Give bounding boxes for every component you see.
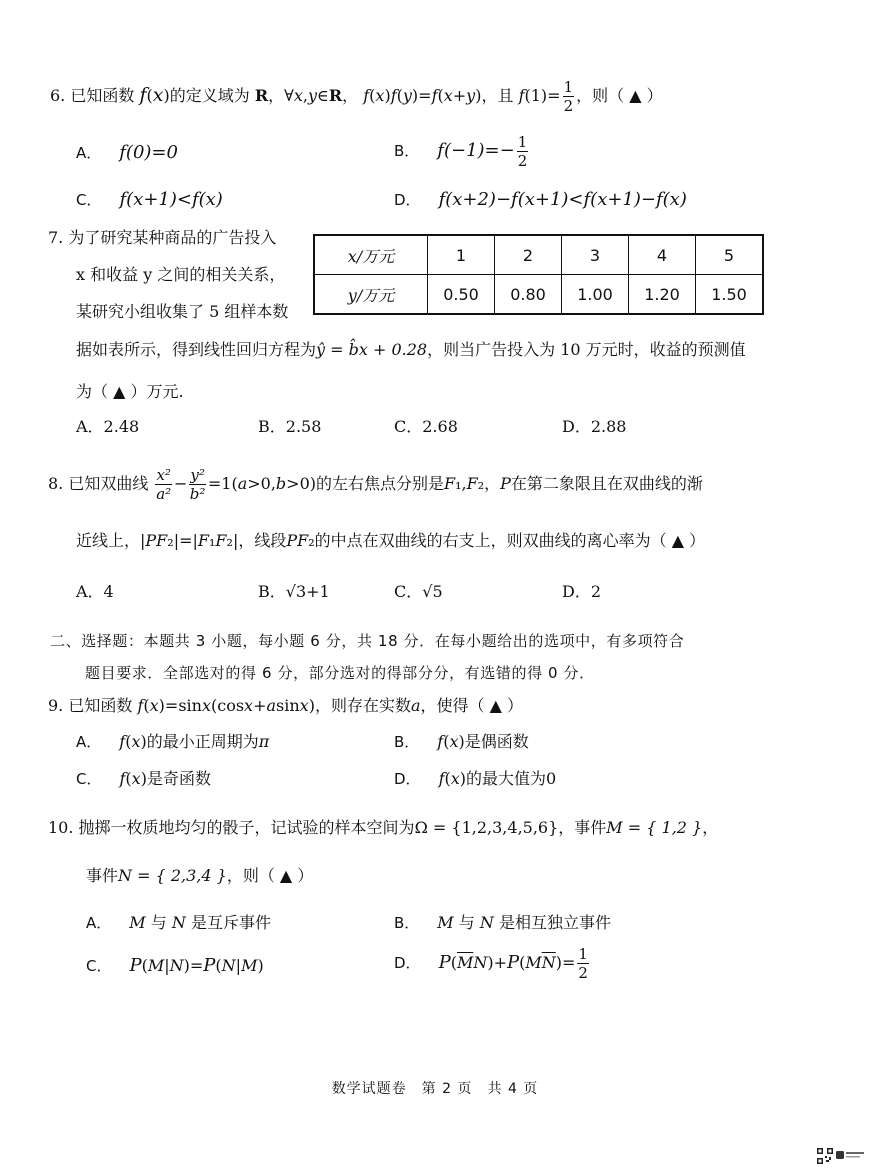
table-header-x: x/万元 xyxy=(314,235,428,275)
q7-text4a: 据如表所示，得到线性回归方程为 xyxy=(76,340,317,359)
table-cell: 1.00 xyxy=(562,275,629,315)
fraction-one-half: $\frac{1}{2}$ xyxy=(563,78,574,115)
q8-option-a: A．4 xyxy=(76,582,114,601)
q6-text2: 的定义域为 xyxy=(169,86,250,105)
q7-text: 为了研究某种商品的广告投入 xyxy=(68,228,277,247)
scanner-watermark-logo xyxy=(836,1149,866,1163)
option-text: 的最大值为0 xyxy=(466,769,557,788)
q8-option-c: C．√5 xyxy=(394,582,443,601)
q7-stem-line3: 某研究小组收集了 5 组样本数 xyxy=(76,302,289,321)
fraction-y2-b2: $\frac{\text{y²}}{\text{b²}}$ xyxy=(189,466,206,503)
table-cell: 1 xyxy=(428,235,495,275)
q8-text: 已知双曲线 xyxy=(68,474,149,493)
option-text: 与 xyxy=(150,913,167,932)
q9-text2: ，则存在实数 xyxy=(314,696,411,715)
q8-text2: 的左右焦点分别是 xyxy=(315,474,444,493)
q8-stem-line2: 近线上，|PF₂|=|F₁F₂|，线段PF₂的中点在双曲线的右支上，则双曲线的离心率为（ ▲ ） xyxy=(76,531,706,550)
section-two-heading: 二、选择题：本题共 3 小题，每小题 6 分，共 18 分．在每小题给出的选项中，有多项符合 xyxy=(50,632,685,650)
option-label: C． xyxy=(76,191,102,209)
q8-option-b: B．√3+1 xyxy=(258,582,330,601)
q10-stem-line1 xyxy=(48,818,718,838)
page-footer: 数学试题卷 第 2 页 共 4 页 xyxy=(331,1081,539,1097)
fraction-x2-a2: $\frac{\text{x²}}{\text{a²}}$ xyxy=(156,466,172,503)
q6-option-a xyxy=(76,142,178,164)
q9-text3: ，使得（ ▲ ） xyxy=(420,696,523,715)
table-row xyxy=(314,275,763,315)
q7-data-table xyxy=(313,234,764,315)
q7-stem-line5: 为（ ▲ ）万元. xyxy=(76,382,184,401)
q9-option-c: C． f(x)是奇函数 xyxy=(76,769,211,788)
qr-code-icon xyxy=(817,1148,833,1164)
q8-number: 8. xyxy=(48,474,64,493)
q7-option-d: D．2.88 xyxy=(562,417,627,436)
regression-equation: ŷ = b̂x + 0.28 xyxy=(316,340,428,359)
q7-text4c: ，则当广告投入为 10 万元时，收益的预测值 xyxy=(427,340,746,359)
q6-option-b xyxy=(394,133,530,170)
table-row xyxy=(314,235,763,275)
q7-number: 7. xyxy=(48,228,64,247)
option-text: f(−1)=− xyxy=(437,140,515,161)
q7-stem-line1 xyxy=(48,228,276,248)
table-cell: 1.20 xyxy=(629,275,696,315)
table-cell: 0.80 xyxy=(495,275,562,315)
option-label: D． xyxy=(394,191,421,209)
q8-text3: 在第二象限且在双曲线的渐 xyxy=(510,474,703,493)
q9-text: 已知函数 xyxy=(68,696,133,715)
fraction-one-half: $\frac{1}{2}$ xyxy=(578,945,588,982)
q8-text5: ，线段 xyxy=(238,531,287,550)
q6-text: 已知函数 xyxy=(70,86,135,105)
q9-option-d: D． f(x)的最大值为0 xyxy=(394,769,557,788)
table-cell: 4 xyxy=(629,235,696,275)
table-cell: 3 xyxy=(562,235,629,275)
q10-option-a: A． M 与 N 是互斥事件 xyxy=(86,913,271,932)
option-text: 是奇函数 xyxy=(146,769,211,788)
q10-option-b: B． M 与 N 是相互独立事件 xyxy=(394,913,611,932)
q6-text3: ，∀ xyxy=(268,86,294,105)
q9-number: 9. xyxy=(48,696,64,715)
q10-number: 10. xyxy=(48,818,74,837)
q10-text7: ，则（ ▲ ） xyxy=(226,866,314,885)
q6-text5: ，且 xyxy=(481,86,514,105)
fraction-one-half: $\frac{1}{2}$ xyxy=(517,133,528,170)
q7-option-a: A．2.48 xyxy=(76,417,140,436)
q9-option-b: B． f(x)是偶函数 xyxy=(394,732,529,751)
q8-text6: 的中点在双曲线的右支上，则双曲线的离心率为（ ▲ ） xyxy=(314,531,706,550)
table-cell: 0.50 xyxy=(428,275,495,315)
q10-option-c: C． P(M|N)=P(N|M) xyxy=(86,955,264,976)
q9-option-a: A． f(x)的最小正周期为π xyxy=(76,732,270,751)
q10-text5: ， xyxy=(702,818,719,837)
option-text: f(x+2)−f(x+1)<f(x+1)−f(x) xyxy=(438,189,687,210)
q10-option-d: D． $P(\overline{M}N)+P(M\overline{N})=$ $\frac{1}{2}$ xyxy=(394,945,588,982)
section-two-instructions: 题目要求．全部选对的得 6 分，部分选对的得部分分，有选错的得 0 分． xyxy=(85,664,595,682)
option-text: 的最小正周期为 xyxy=(146,732,259,751)
option-label: B． xyxy=(394,142,420,160)
q6-option-d xyxy=(394,189,687,211)
option-label: A． xyxy=(76,144,102,162)
table-cell: 5 xyxy=(696,235,764,275)
q7-option-b: B．2.58 xyxy=(258,417,322,436)
option-text: f(0)=0 xyxy=(119,142,178,163)
option-text: f(x+1)<f(x) xyxy=(119,189,223,210)
option-text: 是相互独立事件 xyxy=(498,913,611,932)
q6-option-c xyxy=(76,189,223,211)
event-n: N = { 2,3,4 } xyxy=(118,866,227,885)
q8-text4: 近线上， xyxy=(76,531,141,550)
q7-stem-line4 xyxy=(76,340,746,360)
table-cell: 2 xyxy=(495,235,562,275)
table-cell: 1.50 xyxy=(696,275,764,315)
q8-option-d: D．2 xyxy=(562,582,602,601)
q6-text6: ，则（ ▲ ） xyxy=(576,86,663,105)
q10-text6: 事件 xyxy=(86,866,119,885)
sample-space: Ω = {1,2,3,4,5,6} xyxy=(414,818,559,837)
q6-text4: ， xyxy=(342,86,359,105)
q7-option-c: C．2.68 xyxy=(394,417,458,436)
table-header-y: y/万元 xyxy=(314,275,428,315)
option-text: 是偶函数 xyxy=(464,732,529,751)
option-text: 是互斥事件 xyxy=(190,913,271,932)
q7-stem-line2: x 和收益 y 之间的相关关系， xyxy=(76,265,286,284)
q10-stem-line2 xyxy=(86,866,313,886)
option-text: 与 xyxy=(458,913,475,932)
q6-number: 6. xyxy=(50,86,66,105)
q8-stem-line1: 8. 已知双曲线 $\frac{\text{x²}}{\text{a²}}$ − $\frac{\text{y²}}{\text{b²}}$ =1(a>0,b>0)的左右焦点分别是F₁,F₂，P在第二象限且在双曲线的渐 xyxy=(48,466,703,503)
event-m: M = { 1,2 } xyxy=(606,818,703,837)
q10-text: 抛掷一枚质地均匀的骰子，记试验的样本空间为 xyxy=(78,818,415,837)
q9-stem: 9. 已知函数 f(x)=sinx(cosx+asinx)，则存在实数a，使得（ ▲ ） xyxy=(48,696,523,715)
q6-stem: 6. 已知函数 f(x)的定义域为 R，∀x,y∈R， f(x)f(y)=f(x+y)，且 f(1)= $\frac{1}{2}$ ，则（ ▲ ） xyxy=(50,78,663,115)
q10-text3: ，事件 xyxy=(558,818,607,837)
